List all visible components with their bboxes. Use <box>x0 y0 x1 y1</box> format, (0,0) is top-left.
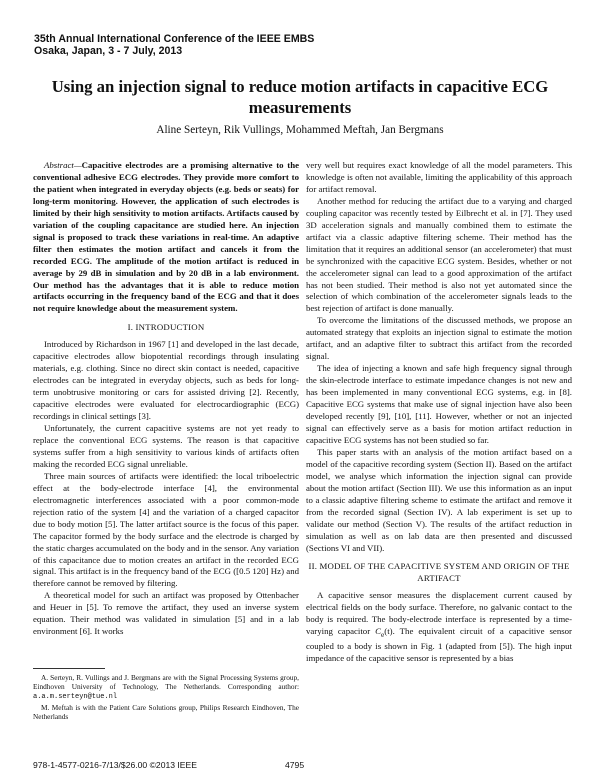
paragraph: Another method for reducing the artifact due to a varying and charged coupling capacitor was recently tested by Eilbrecht et al. in [7]. They used 3D acceleration signals and manually combined them to estimate the artifact via a classic adaptive filtering scheme. Their method has the limitation that it requires an additional sensor (an accelerometer) that must be synchronized with the capacitive ECG system. Besides, whether or not the accelerometer signal can lead to a good approximation of the artifact has not been studied. Their method is also not yet automated since the selection of which combination of the accelerometer signals leads to the best rejection of artifact is done manually. <box>306 195 572 314</box>
footnote-rule <box>33 668 105 669</box>
text-run: . The equivalent circuit of a capacitive sensor coupled to a body is shown in Fig. 1 (adapted from [5]). The high input impedance of the capacitive sensor is represented by a bias <box>306 626 572 663</box>
conference-name: 35th Annual International Conference of the IEEE EMBS <box>34 33 315 45</box>
section-heading-introduction: I. INTRODUCTION <box>127 322 205 333</box>
paragraph: The idea of injecting a known and safe high frequency signal through the skin-electrode interface to estimate impedance changes is not new and has been implemented in many conventional ECG systems, e.g. in [8]. Capacitive ECG systems that make use of signal injection have also been developed recently [9], [10], [11]. However, whether or not an injected signal can effectively serve as a basis for motion artifact reduction in capacitive ECG systems has not been studied so far. <box>306 363 572 445</box>
abstract-dash: — <box>73 160 82 170</box>
left-column <box>33 160 299 638</box>
paragraph-continued: very well but requires exact knowledge of all the model parameters. This knowledge is often not available, limiting the applicability of this approach for artifact removal. <box>306 160 572 194</box>
conference-header <box>34 33 314 58</box>
page-number: 4795 <box>285 760 305 770</box>
math-sub: e <box>381 629 385 639</box>
math-var: C <box>375 626 382 637</box>
paragraph: Unfortunately, the current capacitive systems are not yet ready to replace the conventional ECG systems. The reason is that capacitive systems suffer from a high sensitivity to various kinds of artifacts often making the recorded ECG signal unreliable. <box>33 423 299 469</box>
right-column <box>306 160 572 665</box>
math-arg: (t) <box>384 626 393 637</box>
footnote-affiliation-2: M. Meftah is with the Patient Care Solutions group, Philips Research Eindhoven, The Netherlands <box>33 702 299 721</box>
footnotes <box>33 673 299 721</box>
paragraph: This paper starts with an analysis of the motion artifact based on a model of the capacitive recording system (Section II). Based on the artifact model, we analyse which information the injection signal can provide about the motion artifact (Section III). We use this information as an input to a classic adaptive filtering scheme to estimate the artifact and remove it from the recorded signal (Section IV). A lab experiment is set up to validate our method (Section V). The results of the artifact reduction in simulation as well as on lab data are then presented and discussed (Sections VI and VII). <box>306 446 572 553</box>
abstract-label: Abstract <box>44 160 74 170</box>
conference-location: Osaka, Japan, 3 - 7 July, 2013 <box>34 45 183 58</box>
paragraph: A theoretical model for such an artifact was proposed by Ottenbacher and Heuer in [5]. To remove the artifact, they used an inverse system equation. Their method was validated in simulation [5] and in a lab environment [6]. It works <box>33 590 299 637</box>
author-email[interactable]: a.a.m.serteyn@tue.nl <box>33 693 118 702</box>
paragraph: Three main sources of artifacts were identified: the local triboelectric effect at the body-electrode interface [4], the environmental electromagnetic interferences associated with a poor common-mode rejection ratio of the system [4] and the variation of a charged capacitor due to body motion [5]. The latter artifact source is the focus of this paper. The capacitor formed by the body surface and the electrode is charged by the static charges accumulated on the body and in the sensor. Any variation of this capacitance due to motion creates an artifact in the recorded ECG signal. This artifact is in the frequency band of the ECG ([0.5 120] Hz) and therefore cannot be removed by filtering. <box>33 470 299 589</box>
abstract <box>33 160 299 315</box>
text-run: A capacitive sensor measures the displacement current caused by electrical fields on the body surface. Therefore, no galvanic contact to the body is required. The body-electrode interface is represented by a time-varying capacitor <box>306 590 572 637</box>
paper-title: Using an injection signal to reduce motion artifacts in capacitive ECG measurements <box>51 77 549 117</box>
abstract-text: Capacitive electrodes are a promising alternative to the conventional adhesive ECG electrodes. They provide more comfort to the patient when integrated in everyday objects (e.g. beds or seats) for long-term monitoring. However, the application of such electrodes is limited by their high sensitivity to motion artifacts. Artifacts caused by variation of the coupling capacitance are studied here. An injection signal is proposed to track these variations in real-time. An adaptive filter then estimates the motion artifact and cancels it from the recorded ECG. The amplitude of the motion artifact is reduced in average by 29 dB in simulation and by 20 dB in a lab environment. Our method has the advantages that it is able to reduce motion artifacts occurring in the frequency band of the ECG and that it does not require knowledge about the measurement system. <box>33 160 299 314</box>
section-heading-model: II. MODEL OF THE CAPACITIVE SYSTEM AND ORIGIN OF THE ARTIFACT <box>308 561 570 584</box>
paragraph <box>306 590 572 664</box>
footnote-text: A. Serteyn, R. Vullings and J. Bergmans are with the Signal Processing Systems group, Eindhoven University of Technology, The Netherlands. Corresponding author: <box>33 673 299 692</box>
footnote-affiliation <box>33 673 299 703</box>
paragraph: Introduced by Richardson in 1967 [1] and developed in the last decade, capacitive electrodes allow biopotential recordings through insulating materials, e.g. clothing. Since no direct skin contact is needed, capacitive electrodes can be integrated in everyday objects, such as beds for long-term unobtrusive monitoring or cars for assisted driving [2]. Recently, capacitive electrodes were evaluated for electrocardiographic (ECG) recordings in clinical settings [3]. <box>33 339 299 422</box>
authors: Aline Serteyn, Rik Vullings, Mohammed Meftah, Jan Bergmans <box>156 124 444 136</box>
paragraph: To overcome the limitations of the discussed methods, we propose an automated strategy that exploits an injection signal to estimate the motion artifact, and an adaptive filter to subtract this artifact from the recorded signal. <box>306 315 572 362</box>
isbn-line: 978-1-4577-0216-7/13/$26.00 ©2013 IEEE <box>33 760 198 770</box>
